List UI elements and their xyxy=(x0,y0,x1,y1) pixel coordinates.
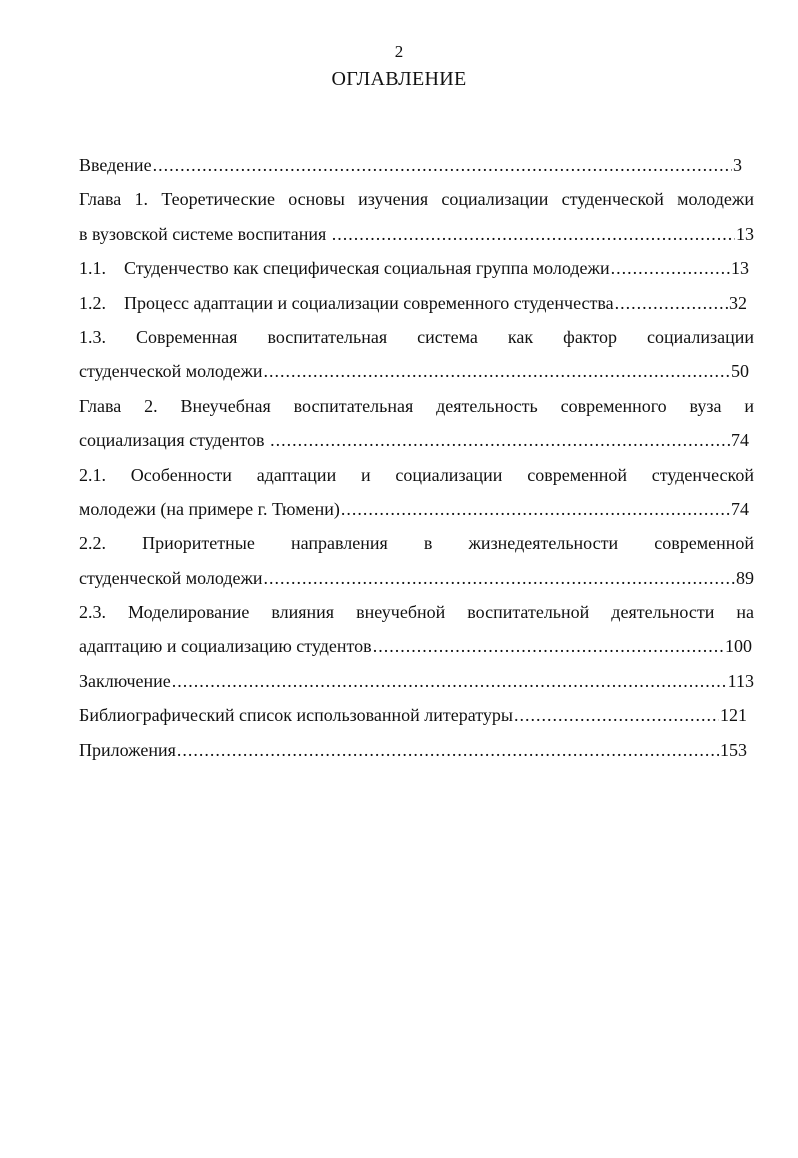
toc-entry-page: 3 xyxy=(733,155,742,175)
toc-entry-title: социализация студентов xyxy=(79,430,270,451)
dot-leader xyxy=(373,632,724,660)
toc-entry-page: 32 xyxy=(729,292,747,313)
toc-entry-page: 100 xyxy=(725,636,752,657)
toc-entry-page: 74 xyxy=(731,498,749,519)
toc-entry-page: 89 xyxy=(736,567,754,588)
table-of-contents xyxy=(79,151,754,770)
toc-entry-title: Глава 1. Теоретические основы изучения социализации студенческой молодежи xyxy=(79,189,754,210)
toc-entry-page: 113 xyxy=(727,670,754,691)
toc-entry xyxy=(79,701,747,735)
dot-leader xyxy=(177,736,719,764)
toc-entry-title: молодежи (на примере г. Тюмени) xyxy=(79,498,340,519)
toc-entry xyxy=(79,254,749,288)
dot-leader xyxy=(611,254,730,282)
dot-leader xyxy=(264,564,735,592)
toc-entry-title: адаптацию и социализацию студентов xyxy=(79,636,372,657)
toc-entry xyxy=(79,151,742,185)
toc-entry-page: 13 xyxy=(731,258,749,279)
toc-entry xyxy=(79,632,752,666)
dot-leader xyxy=(615,289,728,317)
toc-entry xyxy=(79,564,754,598)
toc-heading: ОГЛАВЛЕНИЕ xyxy=(331,68,467,90)
toc-entry xyxy=(79,495,749,529)
dot-leader xyxy=(264,357,730,385)
page-number: 2 xyxy=(394,42,404,61)
toc-entry xyxy=(79,357,749,391)
toc-entry-title: студенческой молодежи xyxy=(79,567,263,588)
toc-entry-page: 153 xyxy=(720,739,747,760)
toc-entry-title: Приложения xyxy=(79,739,176,760)
toc-entry xyxy=(79,736,747,770)
dot-leader xyxy=(514,701,719,729)
toc-entry-page: 74 xyxy=(731,430,749,451)
toc-entry-title: 2.1. Особенности адаптации и социализации современной студенческой xyxy=(79,464,754,485)
dot-leader xyxy=(270,426,730,454)
toc-entry-title: Библиографический список использованной литературы xyxy=(79,705,514,726)
dot-leader xyxy=(332,220,735,248)
toc-entry-title: 2.2. Приоритетные направления в жизнедеятельности современной xyxy=(79,533,754,554)
toc-entry-title: Глава 2. Внеучебная воспитательная деятельность современного вуза и xyxy=(79,395,754,416)
toc-entry-title: 1.1. Студенчество как специфическая социальная группа молодежи xyxy=(79,258,610,279)
toc-entry-title: 2.3. Моделирование влияния внеучебной воспитательной деятельности на xyxy=(79,602,754,623)
toc-entry-page: 121 xyxy=(720,705,747,726)
toc-entry xyxy=(79,220,754,254)
toc-entry-title: студенческой молодежи xyxy=(79,361,263,382)
toc-entry-title: Введение xyxy=(79,155,152,175)
dot-leader xyxy=(153,151,732,179)
toc-entry-title: в вузовской системе воспитания xyxy=(79,223,331,244)
dot-leader xyxy=(341,495,730,523)
toc-entry-title: 1.2. Процесс адаптации и социализации современного студенчества xyxy=(79,292,614,313)
toc-entry xyxy=(79,289,747,323)
toc-entry xyxy=(79,426,749,460)
toc-entry xyxy=(79,667,754,701)
toc-entry-title: Заключение xyxy=(79,670,171,691)
toc-entry-page: 13 xyxy=(736,223,754,244)
dot-leader xyxy=(172,667,727,695)
toc-entry-title: 1.3. Современная воспитательная система как фактор социализации xyxy=(79,326,754,347)
toc-entry-page: 50 xyxy=(731,361,749,382)
